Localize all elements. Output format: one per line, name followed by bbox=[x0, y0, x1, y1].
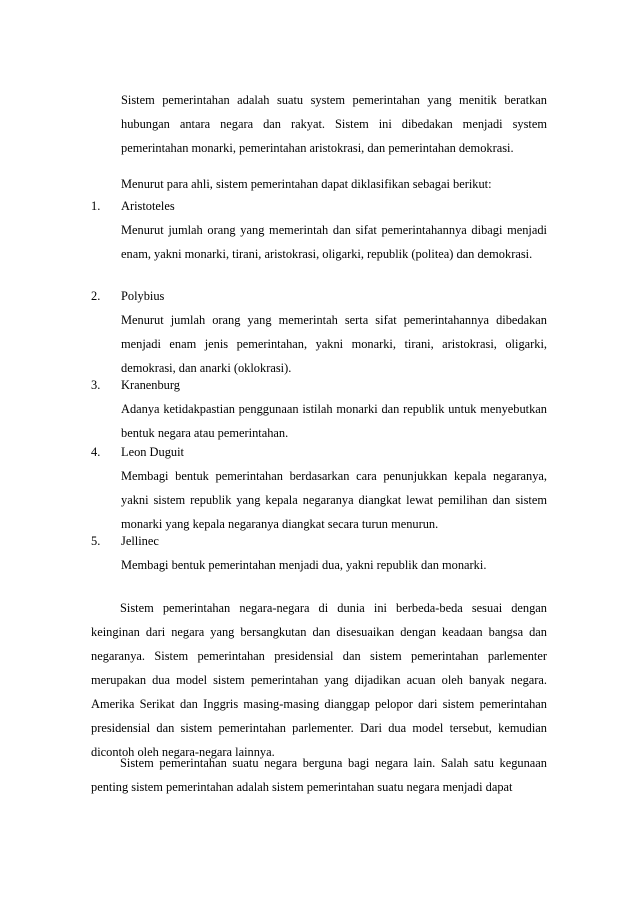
intro-paragraph: Sistem pemerintahan adalah suatu system pemerintahan yang menitik beratkan hubungan antara negara dan rakyat. Sistem ini dibedakan menjadi system pemerintahan monarki, pemerintahan aristokrasi, dan pemerintahan demokrasi. bbox=[121, 93, 547, 155]
list-item-2-number: 2. bbox=[91, 289, 101, 303]
list-item-1-number: 1. bbox=[91, 199, 101, 213]
list-item-1-body: Menurut jumlah orang yang memerintah dan sifat pemerintahannya dibagi menjadi enam, yakni monarki, tirani, aristokrasi, oligarki, republik (politea) dan demokrasi. bbox=[121, 223, 547, 261]
list-lead: Menurut para ahli, sistem pemerintahan dapat diklasifikan sebagai berikut: bbox=[121, 177, 492, 191]
list-item-4-title: Leon Duguit bbox=[121, 445, 184, 459]
list-item-2-title: Polybius bbox=[121, 289, 165, 303]
list-item-3-number: 3. bbox=[91, 378, 101, 392]
list-item-5-number: 5. bbox=[91, 534, 101, 548]
list-item-3-body: Adanya ketidakpastian penggunaan istilah monarki dan republik untuk menyebutkan bentuk negara atau pemerintahan. bbox=[121, 402, 547, 440]
body-paragraph-2: Sistem pemerintahan suatu negara berguna bagi negara lain. Salah satu kegunaan penting sistem pemerintahan adalah sistem pemerintahan suatu negara menjadi dapat bbox=[91, 756, 547, 794]
body-paragraph-1: Sistem pemerintahan negara-negara di dunia ini berbeda-beda sesuai dengan keinginan dari negara yang bersangkutan dan disesuaikan dengan keadaan bangsa dan negaranya. Sistem pemerintahan presidensial dan sistem pemerintahan parlementer merupakan dua model sistem pemerintahan yang dijadikan acuan oleh banyak negara. Amerika Serikat dan Inggris masing-masing dianggap pelopor dari sistem pemerintahan presidensial dan sistem pemerintahan parlementer. Dari dua model tersebut, kemudian dicontoh oleh negara-negara lainnya. bbox=[91, 601, 547, 759]
list-item-4-number: 4. bbox=[91, 445, 101, 459]
list-item-5-body: Membagi bentuk pemerintahan menjadi dua, yakni republik dan monarki. bbox=[121, 558, 487, 572]
list-item-1-title: Aristoteles bbox=[121, 199, 175, 213]
list-item-3-title: Kranenburg bbox=[121, 378, 180, 392]
list-item-2-body: Menurut jumlah orang yang memerintah serta sifat pemerintahannya dibedakan menjadi enam jenis pemerintahan, yakni monarki, tirani, aristokrasi, oligarki, demokrasi, dan anarki (oklokrasi). bbox=[121, 313, 547, 375]
list-item-4-body: Membagi bentuk pemerintahan berdasarkan cara penunjukkan kepala negaranya, yakni sistem republik yang kepala negaranya diangkat lewat pemilihan dan sistem monarki yang kepala negaranya diangkat secara turun menurun. bbox=[121, 469, 547, 531]
list-item-5-title: Jellinec bbox=[121, 534, 159, 548]
